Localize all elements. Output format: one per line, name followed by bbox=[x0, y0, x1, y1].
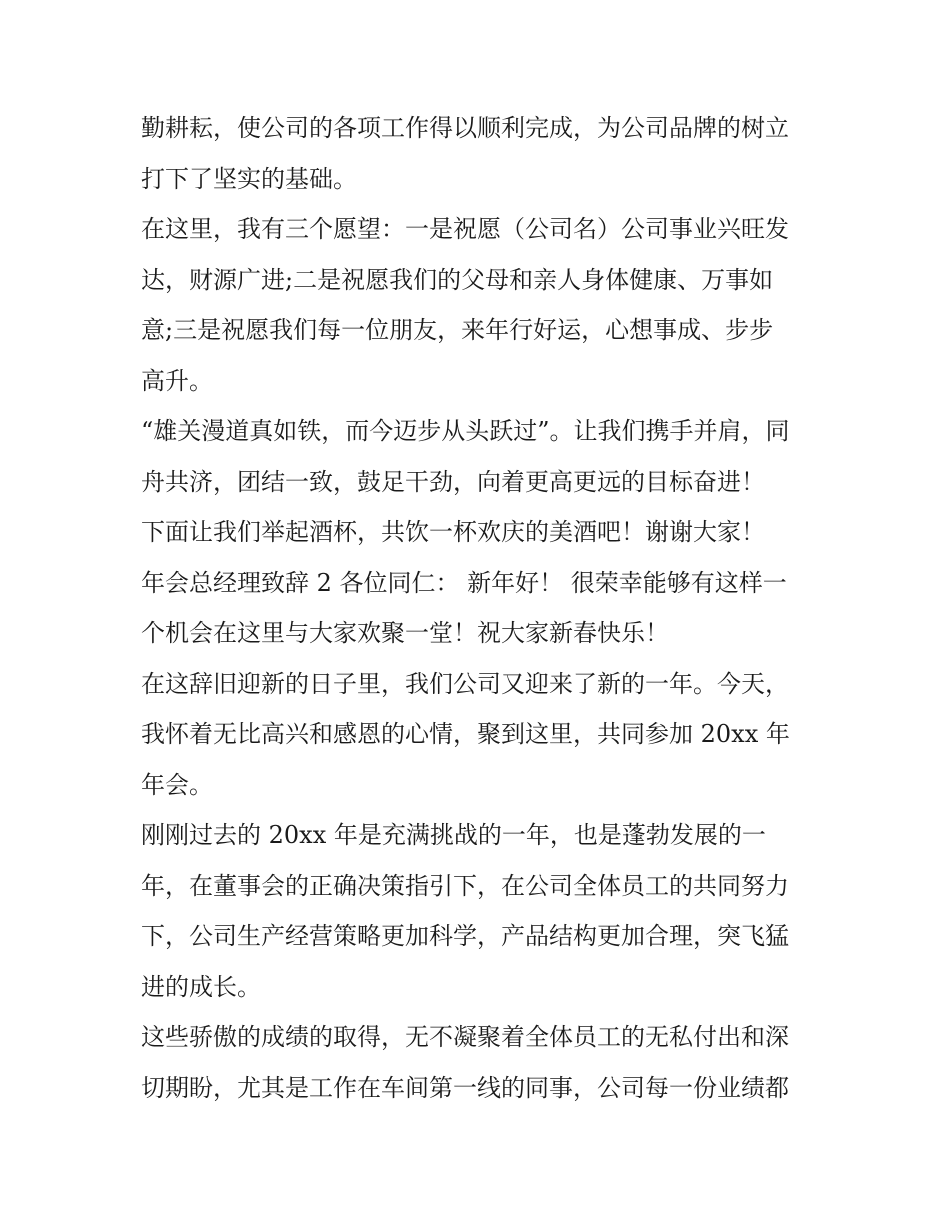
text-line: 打下了坚实的基础。 bbox=[141, 164, 357, 193]
text-line: 勤耕耘，使公司的各项工作得以顺利完成，为公司品牌的树立 bbox=[141, 114, 789, 142]
text-line: 我怀着无比高兴和感恩的心情，聚到这里，共同参加 20xx 年 bbox=[141, 720, 790, 748]
text-line: 进的成长。 bbox=[141, 972, 261, 1001]
text-line: 切期盼，尤其是工作在车间第一线的同事，公司每一份业绩都 bbox=[141, 1073, 789, 1102]
text-line: 意;三是祝愿我们每一位朋友，来年行好运，心想事成、步步 bbox=[141, 316, 774, 344]
text-line: 在这里，我有三个愿望：一是祝愿（公司名）公司事业兴旺发 bbox=[141, 215, 789, 243]
text-line: 年会总经理致辞 2 各位同仁： 新年好！ 很荣幸能够有这样一 bbox=[141, 568, 787, 597]
text-line: 下，公司生产经营策略更加科学，产品结构更加合理，突飞猛 bbox=[141, 922, 789, 950]
text-line: “雄关漫道真如铁，而今迈步从头跃过”。让我们携手并肩，同 bbox=[141, 417, 790, 445]
text-line: 年会。 bbox=[141, 770, 213, 799]
text-line: 这些骄傲的成绩的取得，无不凝聚着全体员工的无私付出和深 bbox=[141, 1023, 789, 1051]
text-line: 下面让我们举起酒杯，共饮一杯欢庆的美酒吧！谢谢大家！ bbox=[141, 518, 765, 546]
text-line: 舟共济，团结一致，鼓足干劲，向着更高更远的目标奋进！ bbox=[141, 467, 765, 496]
text-line: 在这辞旧迎新的日子里，我们公司又迎来了新的一年。今天， bbox=[141, 669, 789, 698]
text-line: 年，在董事会的正确决策指引下，在公司全体员工的共同努力 bbox=[141, 871, 789, 900]
text-line: 个机会在这里与大家欢聚一堂！祝大家新春快乐！ bbox=[141, 619, 669, 647]
text-line: 刚刚过去的 20xx 年是充满挑战的一年，也是蓬勃发展的一 bbox=[141, 821, 766, 849]
text-line: 高升。 bbox=[141, 366, 213, 395]
document-body bbox=[141, 103, 821, 1113]
text-line: 达，财源广进;二是祝愿我们的父母和亲人身体健康、万事如 bbox=[141, 265, 774, 294]
